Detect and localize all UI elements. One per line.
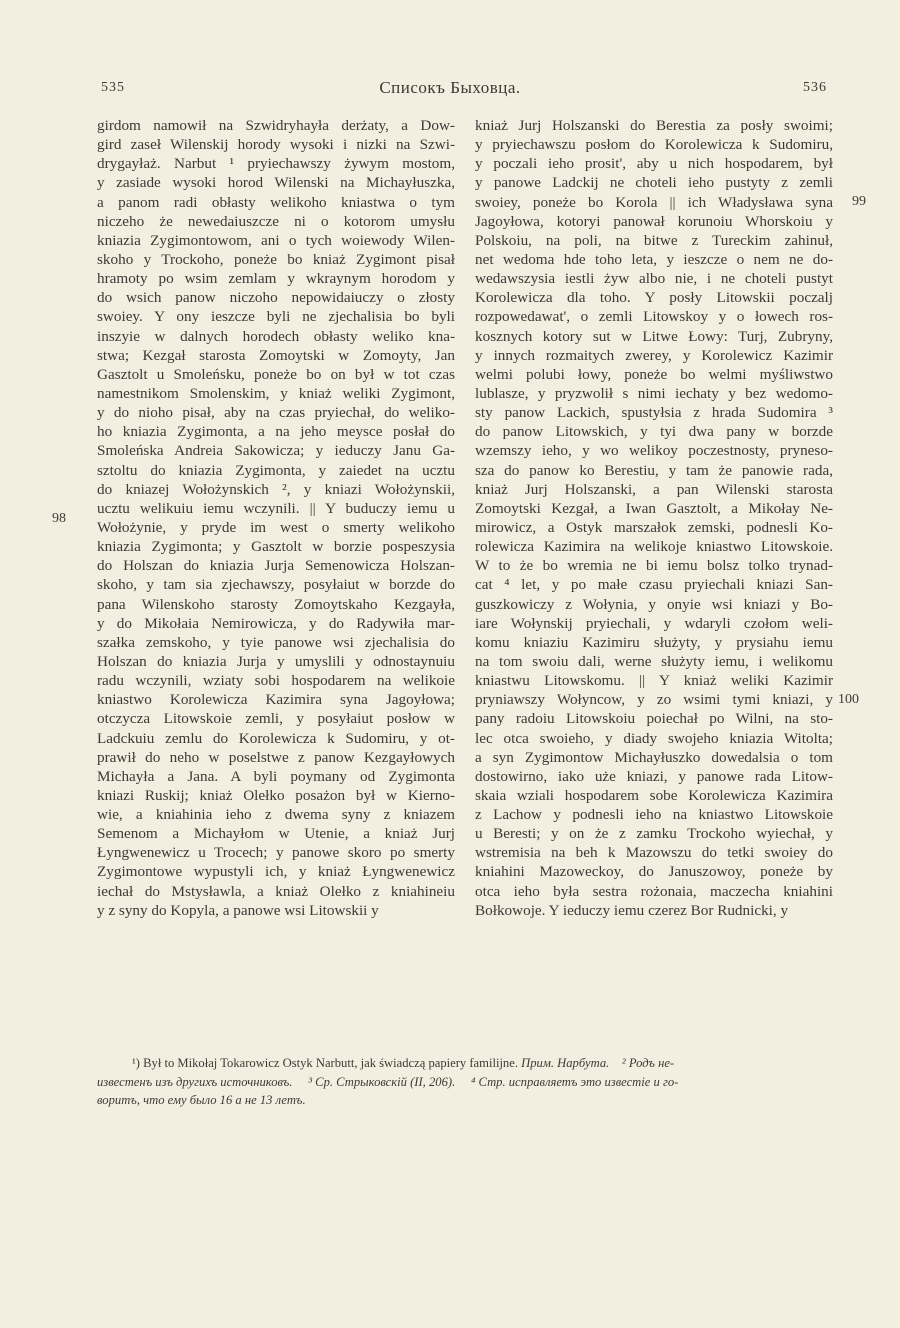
text-line: swoiey, poneże bo Korola || ich Władysława syna xyxy=(475,193,833,211)
text-line: Bołkowoje. Y ieduczy iemu czerez Bor Rudnicki, y xyxy=(475,901,789,919)
text-line: iechał do Mstysławla, a kniaż Olełko z kniahineiu xyxy=(97,882,455,900)
footnote-text: Прим. Нарбута. xyxy=(521,1056,610,1070)
text-line: gird zaseł Wilenskij horody wysoki i nizki na Szwi- xyxy=(97,136,455,154)
text-line: kniazi Ruskij; kniaż Olełko posażon był w Kierno- xyxy=(97,786,455,804)
text-line: pany radoiu Litowskoiu poiechał po Wilni, na sto- xyxy=(475,710,833,728)
text-line: u Beresti; y on że z zamku Trockoho wyiechał, y xyxy=(475,825,833,843)
text-line: ucztu welikuiu iemu wczynili. || Y buduczy iemu u xyxy=(97,499,455,517)
text-line: niczeho że newedaiuszcze ni o kotorom umysłu xyxy=(97,212,455,230)
text-line: lublasze, y pryzwolił s nimi iechaty y bez wedomo- xyxy=(475,384,833,402)
footnote-text: ⁴ Стр. исправляетъ это известіе и го- xyxy=(470,1074,679,1089)
text-line: Zygimontowe wypustyli ich, y kniaż Łyngwenewicz xyxy=(97,863,455,881)
text-line: kniazia Zygimonta; y Gasztolt w borzie pospeszysia xyxy=(97,538,455,556)
footnote-line xyxy=(97,1073,835,1092)
margin-folio-number: 98 xyxy=(52,511,66,526)
text-line: y panowe Ladckij ne choteli ieho pustyty z zemli xyxy=(475,174,833,192)
text-line: Gasztolt u Smoleńsku, poneże bo on był w tot czas xyxy=(97,365,455,383)
page-number-left: 535 xyxy=(101,80,125,95)
footnote-text: ³ Ср. Стрыковскій (II, 206). xyxy=(308,1074,456,1089)
text-line: pryniawszy Wołyncow, y zo wsimi tymi kniazi, y xyxy=(475,691,833,709)
text-line: na tom swoiu dali, werne służyty iemu, i welikomu xyxy=(475,652,833,670)
text-line: kniazia Zygimontowom, ani o tych woiewody Wilen- xyxy=(97,231,455,249)
text-line: y do nioho pisał, aby na czas pryiechał, do weliko- xyxy=(97,404,455,422)
text-line: y z syny do Kopyla, a panowe wsi Litowskii y xyxy=(97,901,379,919)
text-line: stwa; Kezgał starosta Zomoytski w Zomoyty, Jan xyxy=(97,346,455,364)
text-line: skoho y Trockoho, poneże bo kniaż Zygimont pisał xyxy=(97,250,455,268)
footnote-text: ² Родъ не- xyxy=(621,1056,675,1070)
page-number-right: 536 xyxy=(803,80,827,95)
text-line: welmi polubi łowy, poneże bo welmi myśliwstwo xyxy=(475,365,833,383)
text-line: kniahini Mazoweckoy, do Januszowoy, poneże by xyxy=(475,863,833,881)
text-line: sztoltu do kniazia Zygimonta, y zaiedet na ucztu xyxy=(97,461,455,479)
text-line: Korolewicza dla toho. Y posły Litowskii poczalj xyxy=(475,289,833,307)
text-line: wedawszysia iestli żyw albo nie, i ne choteli pustyt xyxy=(475,270,833,288)
text-line: y pryiechawszu posłom do Korolewicza k Sudomiru, xyxy=(475,136,833,154)
text-line: Wołożynie, y pryde im west o smerty welikoho xyxy=(97,518,455,536)
text-line: skaia wziali hospodarem sobe Korolewicza Kazimira xyxy=(475,786,833,804)
text-line: dostowirno, iako uże kniazi, y panowe rada Litow- xyxy=(475,767,833,785)
text-line: Semenom a Michayłom w Utenie, a kniaż Jurj xyxy=(97,825,455,843)
text-line: a syn Zygimontow Michayłuszko dowedalsia o tom xyxy=(475,748,833,766)
margin-folio-number: 99 xyxy=(852,194,866,209)
margin-folio-number: 100 xyxy=(838,692,859,707)
text-line: net wedoma hde toho leta, y ieszcze o nem ne do- xyxy=(475,250,833,268)
text-line: wstremisia na beh k Mazowszu do tetki swoiey do xyxy=(475,844,833,862)
text-line: kniaż Jurj Holszanski do Berestia za posły swoimi; xyxy=(475,117,833,134)
text-line: Zomoytski Kezgał, a Iwan Gasztolt, a Mikołay Ne- xyxy=(475,499,833,517)
text-line: szałka zemskoho, y tyie panowe wsi zjechalisia do xyxy=(97,633,455,651)
text-line: a panom radi obłasty welikoho kniastwa o tym xyxy=(97,193,455,211)
text-line: drygayłaż. Narbut ¹ pryiechawszy żywym mostom, xyxy=(97,155,455,173)
text-line: kniaż Jurj Holszanski, a pan Wilenski starosta xyxy=(475,480,833,498)
text-line: otczycza Litowskoie zemli, y posyłaiut posłow w xyxy=(97,710,455,728)
text-line: sty panow Lackich, spustyłsia z hrada Sudomira ³ xyxy=(475,404,833,422)
text-line: kosznych kotory sut w Litwe Łowy: Turj, Zubryny, xyxy=(475,327,833,345)
text-line: sza do panow ko Berestiu, y tam że panowie rada, xyxy=(475,461,833,479)
footnote-line xyxy=(97,1054,835,1073)
text-line: Łyngwenewicz u Trocech; y panowe skoro po smerty xyxy=(97,844,455,862)
text-line: skoho, y tam sia zjechawszy, posyłaiut w borzde do xyxy=(97,576,455,594)
text-line: namestnikom Smolenskim, y kniaż weliki Zygimont, xyxy=(97,384,455,402)
text-line: wzemszy ieho, y wo welikoy poczestnosty, pryneso- xyxy=(475,442,833,460)
footnote-line: воритъ, что ему было 16 а не 13 летъ. xyxy=(97,1093,306,1107)
text-line: do kniazej Wołożynskich ², y kniazi Wołożynskii, xyxy=(97,480,455,498)
text-line: y poczali ieho prosit', aby u nich hospodarem, był xyxy=(475,155,833,173)
running-header xyxy=(0,78,900,102)
text-line: Smoleńska Andreia Sakowicza; y ieduczy Janu Ga- xyxy=(97,442,455,460)
text-line: y zasiade wysoki horod Wilenski na Michayłuszka, xyxy=(97,174,455,192)
text-line: prawił do neho w poselstwe z panow Kezgayłowych xyxy=(97,748,455,766)
text-line: otca ieho była sestra rożonaia, maczecha kniahini xyxy=(475,882,833,900)
text-line: mirowicz, a Ostyk marszałok zemski, podnesli Ko- xyxy=(475,518,833,536)
footnotes xyxy=(97,1054,835,1110)
text-line: kniastwu Litowskomu. || Y kniaż weliki Kazimir xyxy=(475,672,833,690)
text-line: radu wczynili, wziaty sobi hospodarem na welikoie xyxy=(97,672,455,690)
text-line: ho kniazia Zygimonta, a na jeho meysce posłał do xyxy=(97,423,455,441)
text-line: komu kniaziu Kazimiru służyty, y prysiahu iemu xyxy=(475,633,833,651)
text-line: do wsich panow niczoho nepowidaiuczy o złosty xyxy=(97,289,455,307)
text-line: pana Wilenskoho starosty Zomoytskaho Kezgayła, xyxy=(97,595,455,613)
text-line: girdom namowił na Szwidryhayła derżaty, a Dow- xyxy=(97,117,455,134)
text-line: do panow Litowskich, y tyi dwa pany w borzde xyxy=(475,423,833,441)
text-line: inszyie w dalnych horodech obłasty weliko kna- xyxy=(97,327,455,345)
text-line: do Holszan do kniazia Jurja Semenowicza Holszan- xyxy=(97,557,455,575)
text-line: guszkowiczy z Wołynia, y onyie wsi kniazi y Bo- xyxy=(475,595,833,613)
text-line: Jagoyłowa, kotoryi panował korunoiu Whorskoiu y xyxy=(475,212,833,230)
footnote-text: ¹) Był to Mikołaj Tokarowicz Ostyk Narbutt, jak świadczą papiery familijne. xyxy=(132,1056,518,1070)
text-line: kniastwo Korolewicza Kazimira syna Jagoyłowa; xyxy=(97,691,455,709)
text-line: y innych rozmaitych zwerey, y Korolewicz Kazimir xyxy=(475,346,833,364)
text-line: y do Mikołaia Nemirowicza, y do Radywiła mar- xyxy=(97,614,455,632)
text-line: hramoty po wsim zemlam y wkraynym horodom y xyxy=(97,270,455,288)
text-line: wie, a kniahinia ieho z dwema syny z kniazem xyxy=(97,806,455,824)
text-line: z Lachow y podnesli ieho na kniastwo Litowskoie xyxy=(475,806,833,824)
text-line: lec otca swoieho, y diady swojeho kniazia Witolta; xyxy=(475,729,833,747)
running-title: Списокъ Быховца. xyxy=(379,78,521,97)
text-line: W to że bo wremia ne bi iemu bolsz tolko trynad- xyxy=(475,557,833,575)
text-line: Michayła a Jana. A byli poymany od Zygimonta xyxy=(97,767,455,785)
text-line: Polskoiu, na poli, na bitwe z Tureckim zahinuł, xyxy=(475,231,833,249)
text-line: rozpowedawat', o zemli Litowskoy y o łowech ros- xyxy=(475,308,833,326)
text-line: Ladckuiu zemlu do Korolewicza k Sudomiru, y ot- xyxy=(97,729,455,747)
text-line: cat ⁴ let, y po małe czasu pryiechali kniazi San- xyxy=(475,576,833,594)
text-line: rolewicza Kazimira na welikoje kniastwo Litowskoie. xyxy=(475,538,833,556)
footnote-text: известенъ изъ другихъ источниковъ. xyxy=(97,1074,293,1089)
right-text-column xyxy=(475,116,833,920)
text-line: Holszan do kniazia Jurja y umyslili y odnostaynuiu xyxy=(97,652,455,670)
text-line: swoiey. Y ony ieszcze byli ne zjechalisia bo byli xyxy=(97,308,455,326)
text-line: iare Wołynskij pryiechali, y wdaryli czołom weli- xyxy=(475,614,833,632)
left-text-column xyxy=(97,116,455,920)
